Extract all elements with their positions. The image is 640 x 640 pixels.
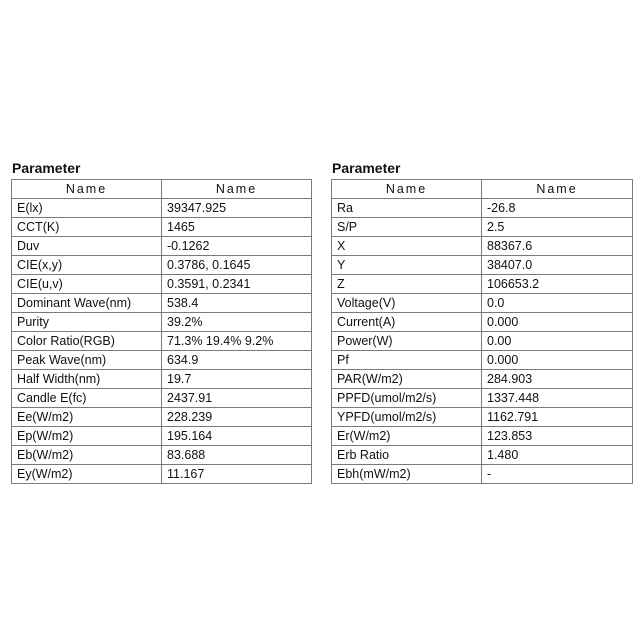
right-parameter-panel	[331, 160, 632, 484]
parameter-name: E(lx)	[12, 199, 162, 218]
table-row	[12, 370, 312, 389]
parameter-value: 1162.791	[482, 408, 633, 427]
parameter-value: -0.1262	[162, 237, 312, 256]
parameter-name: Color Ratio(RGB)	[12, 332, 162, 351]
parameter-value: 284.903	[482, 370, 633, 389]
parameter-value: 19.7	[162, 370, 312, 389]
table-row	[332, 370, 633, 389]
parameter-name: Z	[332, 275, 482, 294]
parameter-value: 0.00	[482, 332, 633, 351]
parameter-name: PAR(W/m2)	[332, 370, 482, 389]
parameter-name: Power(W)	[332, 332, 482, 351]
parameter-value: -26.8	[482, 199, 633, 218]
parameter-name: CCT(K)	[12, 218, 162, 237]
parameter-name: Ee(W/m2)	[12, 408, 162, 427]
parameter-name: Er(W/m2)	[332, 427, 482, 446]
parameter-value: 71.3% 19.4% 9.2%	[162, 332, 312, 351]
column-header: Name	[332, 180, 482, 199]
parameter-value: 0.3591, 0.2341	[162, 275, 312, 294]
parameter-value: 228.239	[162, 408, 312, 427]
parameter-value: 106653.2	[482, 275, 633, 294]
parameter-name: Voltage(V)	[332, 294, 482, 313]
table-row	[332, 351, 633, 370]
table-header-row	[12, 180, 312, 199]
table-row	[12, 427, 312, 446]
parameter-name: Ebh(mW/m2)	[332, 465, 482, 484]
column-header: Name	[482, 180, 633, 199]
table-row	[332, 465, 633, 484]
parameter-value: 0.0	[482, 294, 633, 313]
parameter-name: S/P	[332, 218, 482, 237]
table-row	[12, 408, 312, 427]
parameter-name: Duv	[12, 237, 162, 256]
table-row	[332, 389, 633, 408]
parameter-value: 0.000	[482, 351, 633, 370]
parameter-name: CIE(x,y)	[12, 256, 162, 275]
table-row	[12, 332, 312, 351]
parameter-name: X	[332, 237, 482, 256]
parameter-value: 38407.0	[482, 256, 633, 275]
parameter-value: 83.688	[162, 446, 312, 465]
table-row	[332, 199, 633, 218]
column-header: Name	[162, 180, 312, 199]
panel-title: Parameter	[332, 160, 401, 176]
table-row	[12, 275, 312, 294]
table-row	[12, 351, 312, 370]
parameter-name: Ey(W/m2)	[12, 465, 162, 484]
table-row	[332, 408, 633, 427]
table-body	[332, 199, 633, 484]
table-row	[332, 256, 633, 275]
parameter-value: 1465	[162, 218, 312, 237]
parameter-name: YPFD(umol/m2/s)	[332, 408, 482, 427]
parameter-name: PPFD(umol/m2/s)	[332, 389, 482, 408]
parameter-name: CIE(u,v)	[12, 275, 162, 294]
table-row	[12, 294, 312, 313]
parameter-value: 2437.91	[162, 389, 312, 408]
parameter-name: Purity	[12, 313, 162, 332]
left-parameter-panel	[11, 160, 311, 484]
table-row	[12, 199, 312, 218]
table-row	[332, 427, 633, 446]
table-body	[12, 199, 312, 484]
parameter-value: 2.5	[482, 218, 633, 237]
parameter-name: Erb Ratio	[332, 446, 482, 465]
parameter-table	[331, 179, 633, 484]
table-row	[332, 446, 633, 465]
table-row	[332, 218, 633, 237]
parameter-name: Ra	[332, 199, 482, 218]
parameter-name: Candle E(fc)	[12, 389, 162, 408]
table-row	[12, 389, 312, 408]
panel-title: Parameter	[12, 160, 81, 176]
parameter-value: 0.3786, 0.1645	[162, 256, 312, 275]
table-row	[332, 294, 633, 313]
table-row	[332, 275, 633, 294]
parameter-value: 538.4	[162, 294, 312, 313]
parameter-value: 0.000	[482, 313, 633, 332]
parameter-name: Dominant Wave(nm)	[12, 294, 162, 313]
parameter-value: 1337.448	[482, 389, 633, 408]
parameter-table	[11, 179, 312, 484]
parameter-value: -	[482, 465, 633, 484]
table-row	[12, 446, 312, 465]
parameter-value: 123.853	[482, 427, 633, 446]
table-row	[12, 256, 312, 275]
parameter-value: 11.167	[162, 465, 312, 484]
parameter-value: 195.164	[162, 427, 312, 446]
parameter-value: 88367.6	[482, 237, 633, 256]
parameter-name: Y	[332, 256, 482, 275]
parameter-name: Current(A)	[332, 313, 482, 332]
parameter-name: Half Width(nm)	[12, 370, 162, 389]
parameter-value: 39347.925	[162, 199, 312, 218]
table-header-row	[332, 180, 633, 199]
table-row	[12, 313, 312, 332]
table-row	[332, 313, 633, 332]
parameter-value: 39.2%	[162, 313, 312, 332]
parameter-name: Pf	[332, 351, 482, 370]
parameter-name: Eb(W/m2)	[12, 446, 162, 465]
table-row	[12, 237, 312, 256]
table-row	[12, 218, 312, 237]
parameter-value: 634.9	[162, 351, 312, 370]
table-row	[332, 332, 633, 351]
column-header: Name	[12, 180, 162, 199]
parameter-name: Peak Wave(nm)	[12, 351, 162, 370]
table-row	[332, 237, 633, 256]
parameter-name: Ep(W/m2)	[12, 427, 162, 446]
table-row	[12, 465, 312, 484]
parameter-value: 1.480	[482, 446, 633, 465]
